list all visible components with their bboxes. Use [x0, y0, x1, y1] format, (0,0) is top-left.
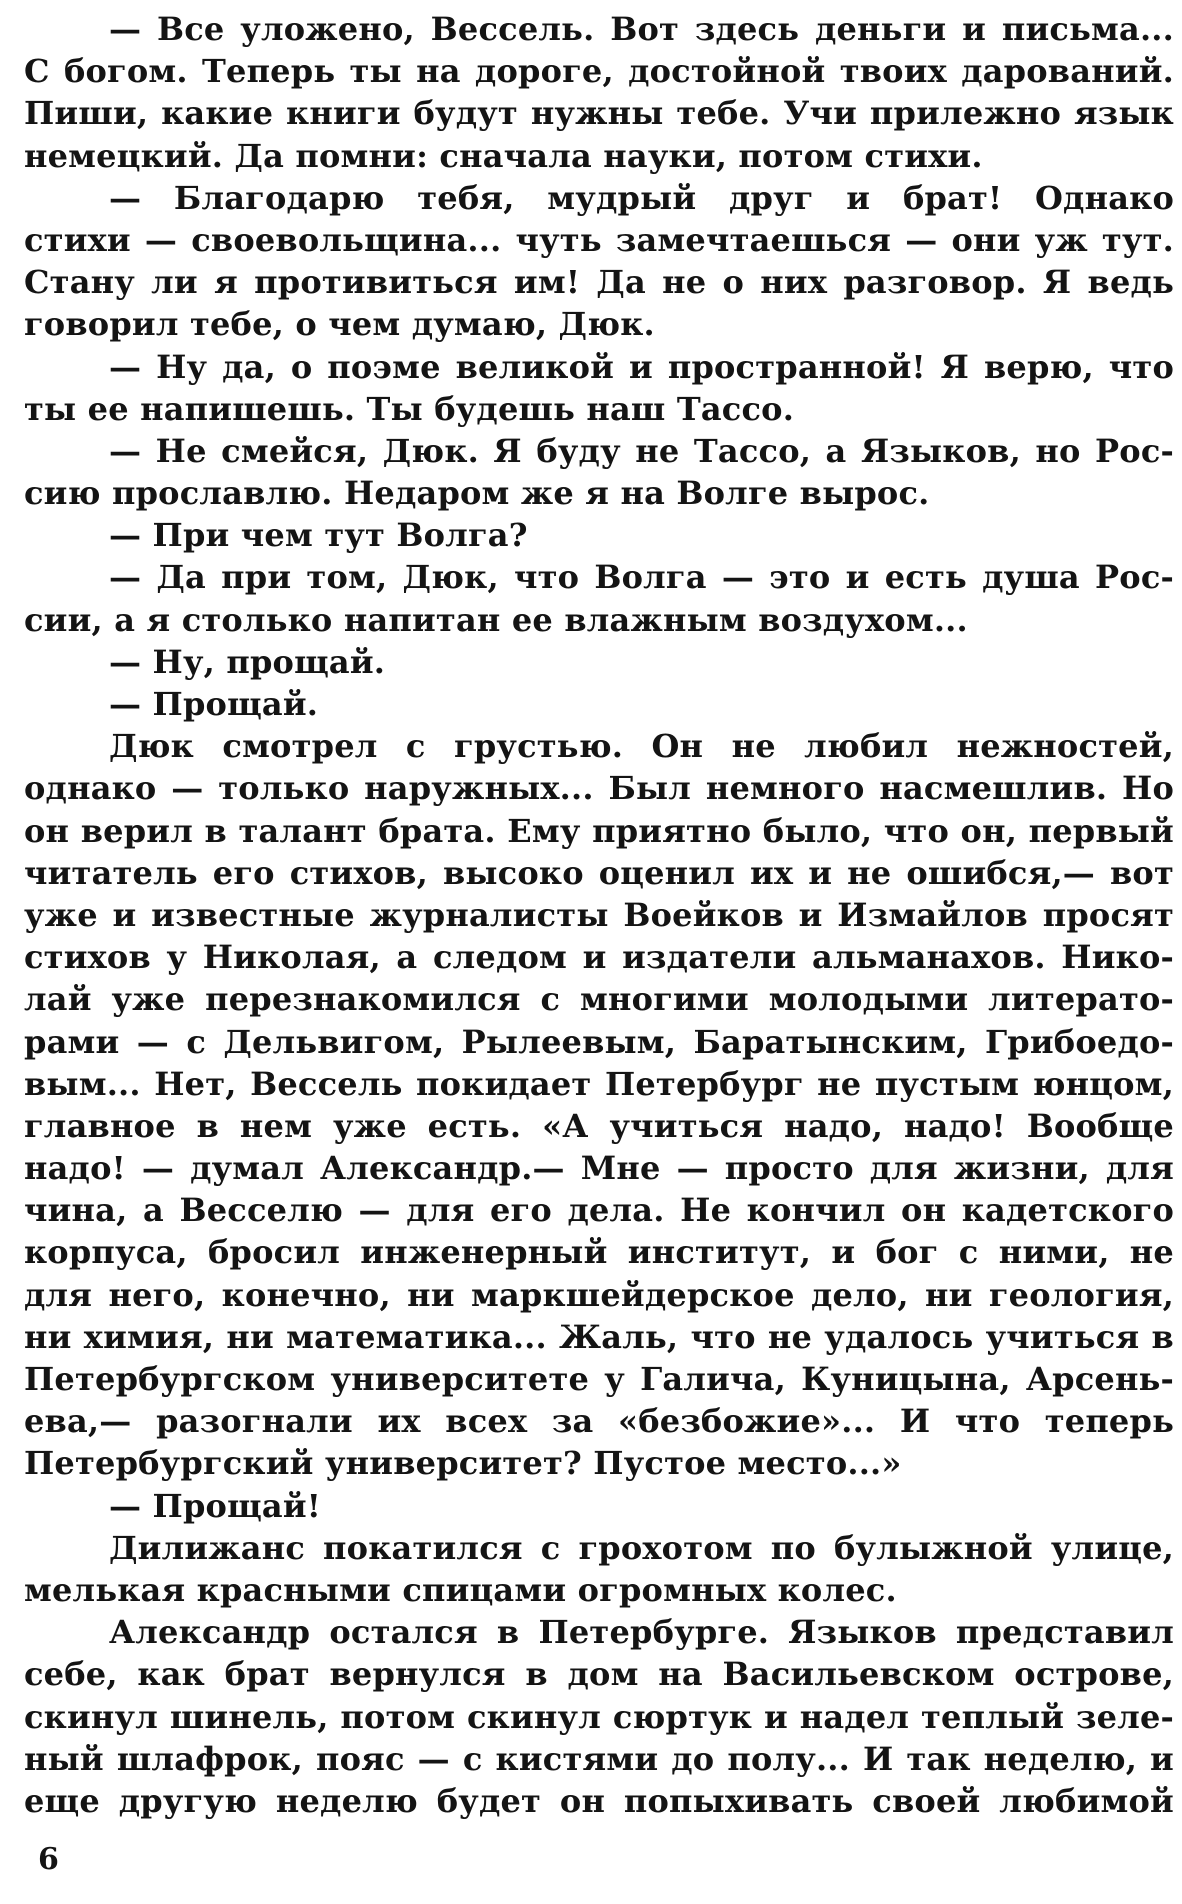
text-line: рами — с Дельвигом, Рылеевым, Баратынским, Грибоедо- [24, 1022, 1174, 1061]
text-line: скинул шинель, потом скинул сюртук и надел теплый зеле- [24, 1697, 1174, 1736]
text-line: говорил тебе, о чем думаю, Дюк. [24, 305, 655, 344]
text-line: мелькая красными спицами огромных колес. [24, 1570, 897, 1609]
text-line: корпуса, бросил инженерный институт, и бог с ними, не [24, 1233, 1174, 1272]
text-line: — При чем тут Волга? [109, 516, 528, 555]
text-line: Петербургском университете у Галича, Куницына, Арсень- [24, 1360, 1174, 1398]
text-line: чина, а Весселю — для его дела. Не кончил он кадетского [24, 1191, 1174, 1230]
text-line: — Ну да, о поэме великой и пространной! Я верю, что [109, 347, 1174, 386]
text-line: читатель его стихов, высоко оценил их и не ошибся,— вот [24, 853, 1174, 892]
text-line: — Прощай. [109, 685, 319, 723]
text-line: ты ее напишешь. Ты будешь наш Тассо. [24, 389, 795, 428]
text-line: сию прославлю. Недаром же я на Волге вырос. [24, 474, 930, 513]
text-line: Дюк смотрел с грустью. Он не любил нежностей, [109, 727, 1174, 766]
text-line: однако — только наружных... Был немного насмешлив. Но [24, 769, 1174, 808]
text-line: сии, а я столько напитан ее влажным воздухом... [24, 600, 968, 639]
text-line: надо! — думал Александр.— Мне — просто для жизни, для [24, 1149, 1174, 1188]
text-line: ни химия, ни математика... Жаль, что не удалось учиться в [24, 1317, 1174, 1356]
text-line: вым... Нет, Вессель покидает Петербург не пустым юнцом, [24, 1064, 1174, 1103]
text-line: — Да при том, Дюк, что Волга — это и есть душа Рос- [109, 558, 1174, 597]
text-line: Дилижанс покатился с грохотом по булыжной улице, [109, 1528, 1174, 1567]
text-line: — Все уложено, Вессель. Вот здесь деньги и письма... [109, 10, 1174, 48]
text-line: главное в нем уже есть. «А учиться надо, надо! Вообще [24, 1106, 1174, 1145]
text-line: еще другую неделю будет он попыхивать своей любимой [24, 1781, 1174, 1820]
text-line: уже и известные журналисты Воейков и Измайлов просят [24, 895, 1174, 934]
text-line: лай уже перезнакомился с многими молодыми литерато- [24, 980, 1174, 1019]
text-line: Петербургский университет? Пустое место...» [24, 1444, 902, 1483]
text-line: стихи — своевольщина... чуть замечтаешься — они уж тут. [24, 220, 1174, 259]
text-line: он верил в талант брата. Ему приятно было, что он, первый [24, 811, 1174, 850]
text-line: — Прощай! [109, 1486, 322, 1525]
text-line: С богом. Теперь ты на дороге, достойной твоих дарований. [24, 52, 1174, 91]
text-line: стихов у Николая, а следом и издатели альманахов. Нико- [24, 938, 1174, 977]
body-text [24, 8, 1174, 1822]
text-line: ева,— разогнали их всех за «безбожие»... И что теперь [24, 1402, 1174, 1441]
text-line: для него, конечно, ни маркшейдерское дело, ни геология, [24, 1275, 1174, 1314]
text-line: Стану ли я противиться им! Да не о них разговор. Я ведь [24, 263, 1174, 302]
page-number: 6 [38, 1842, 59, 1877]
text-line: Пиши, какие книги будут нужны тебе. Учи прилежно язык [24, 94, 1174, 133]
text-line: себе, как брат вернулся в дом на Васильевском острове, [24, 1655, 1174, 1694]
text-line: немецкий. Да помни: сначала науки, потом стихи. [24, 136, 983, 175]
text-line: ный шлафрок, пояс — с кистями до полу... И так неделю, и [24, 1739, 1174, 1778]
text-line: — Благодарю тебя, мудрый друг и брат! Однако [109, 178, 1174, 217]
text-line: — Ну, прощай. [109, 642, 386, 681]
text-line: Александр остался в Петербурге. Языков представил [109, 1613, 1174, 1652]
book-page [24, 8, 1174, 1898]
text-line: — Не смейся, Дюк. Я буду не Тассо, а Языков, но Рос- [109, 431, 1174, 470]
